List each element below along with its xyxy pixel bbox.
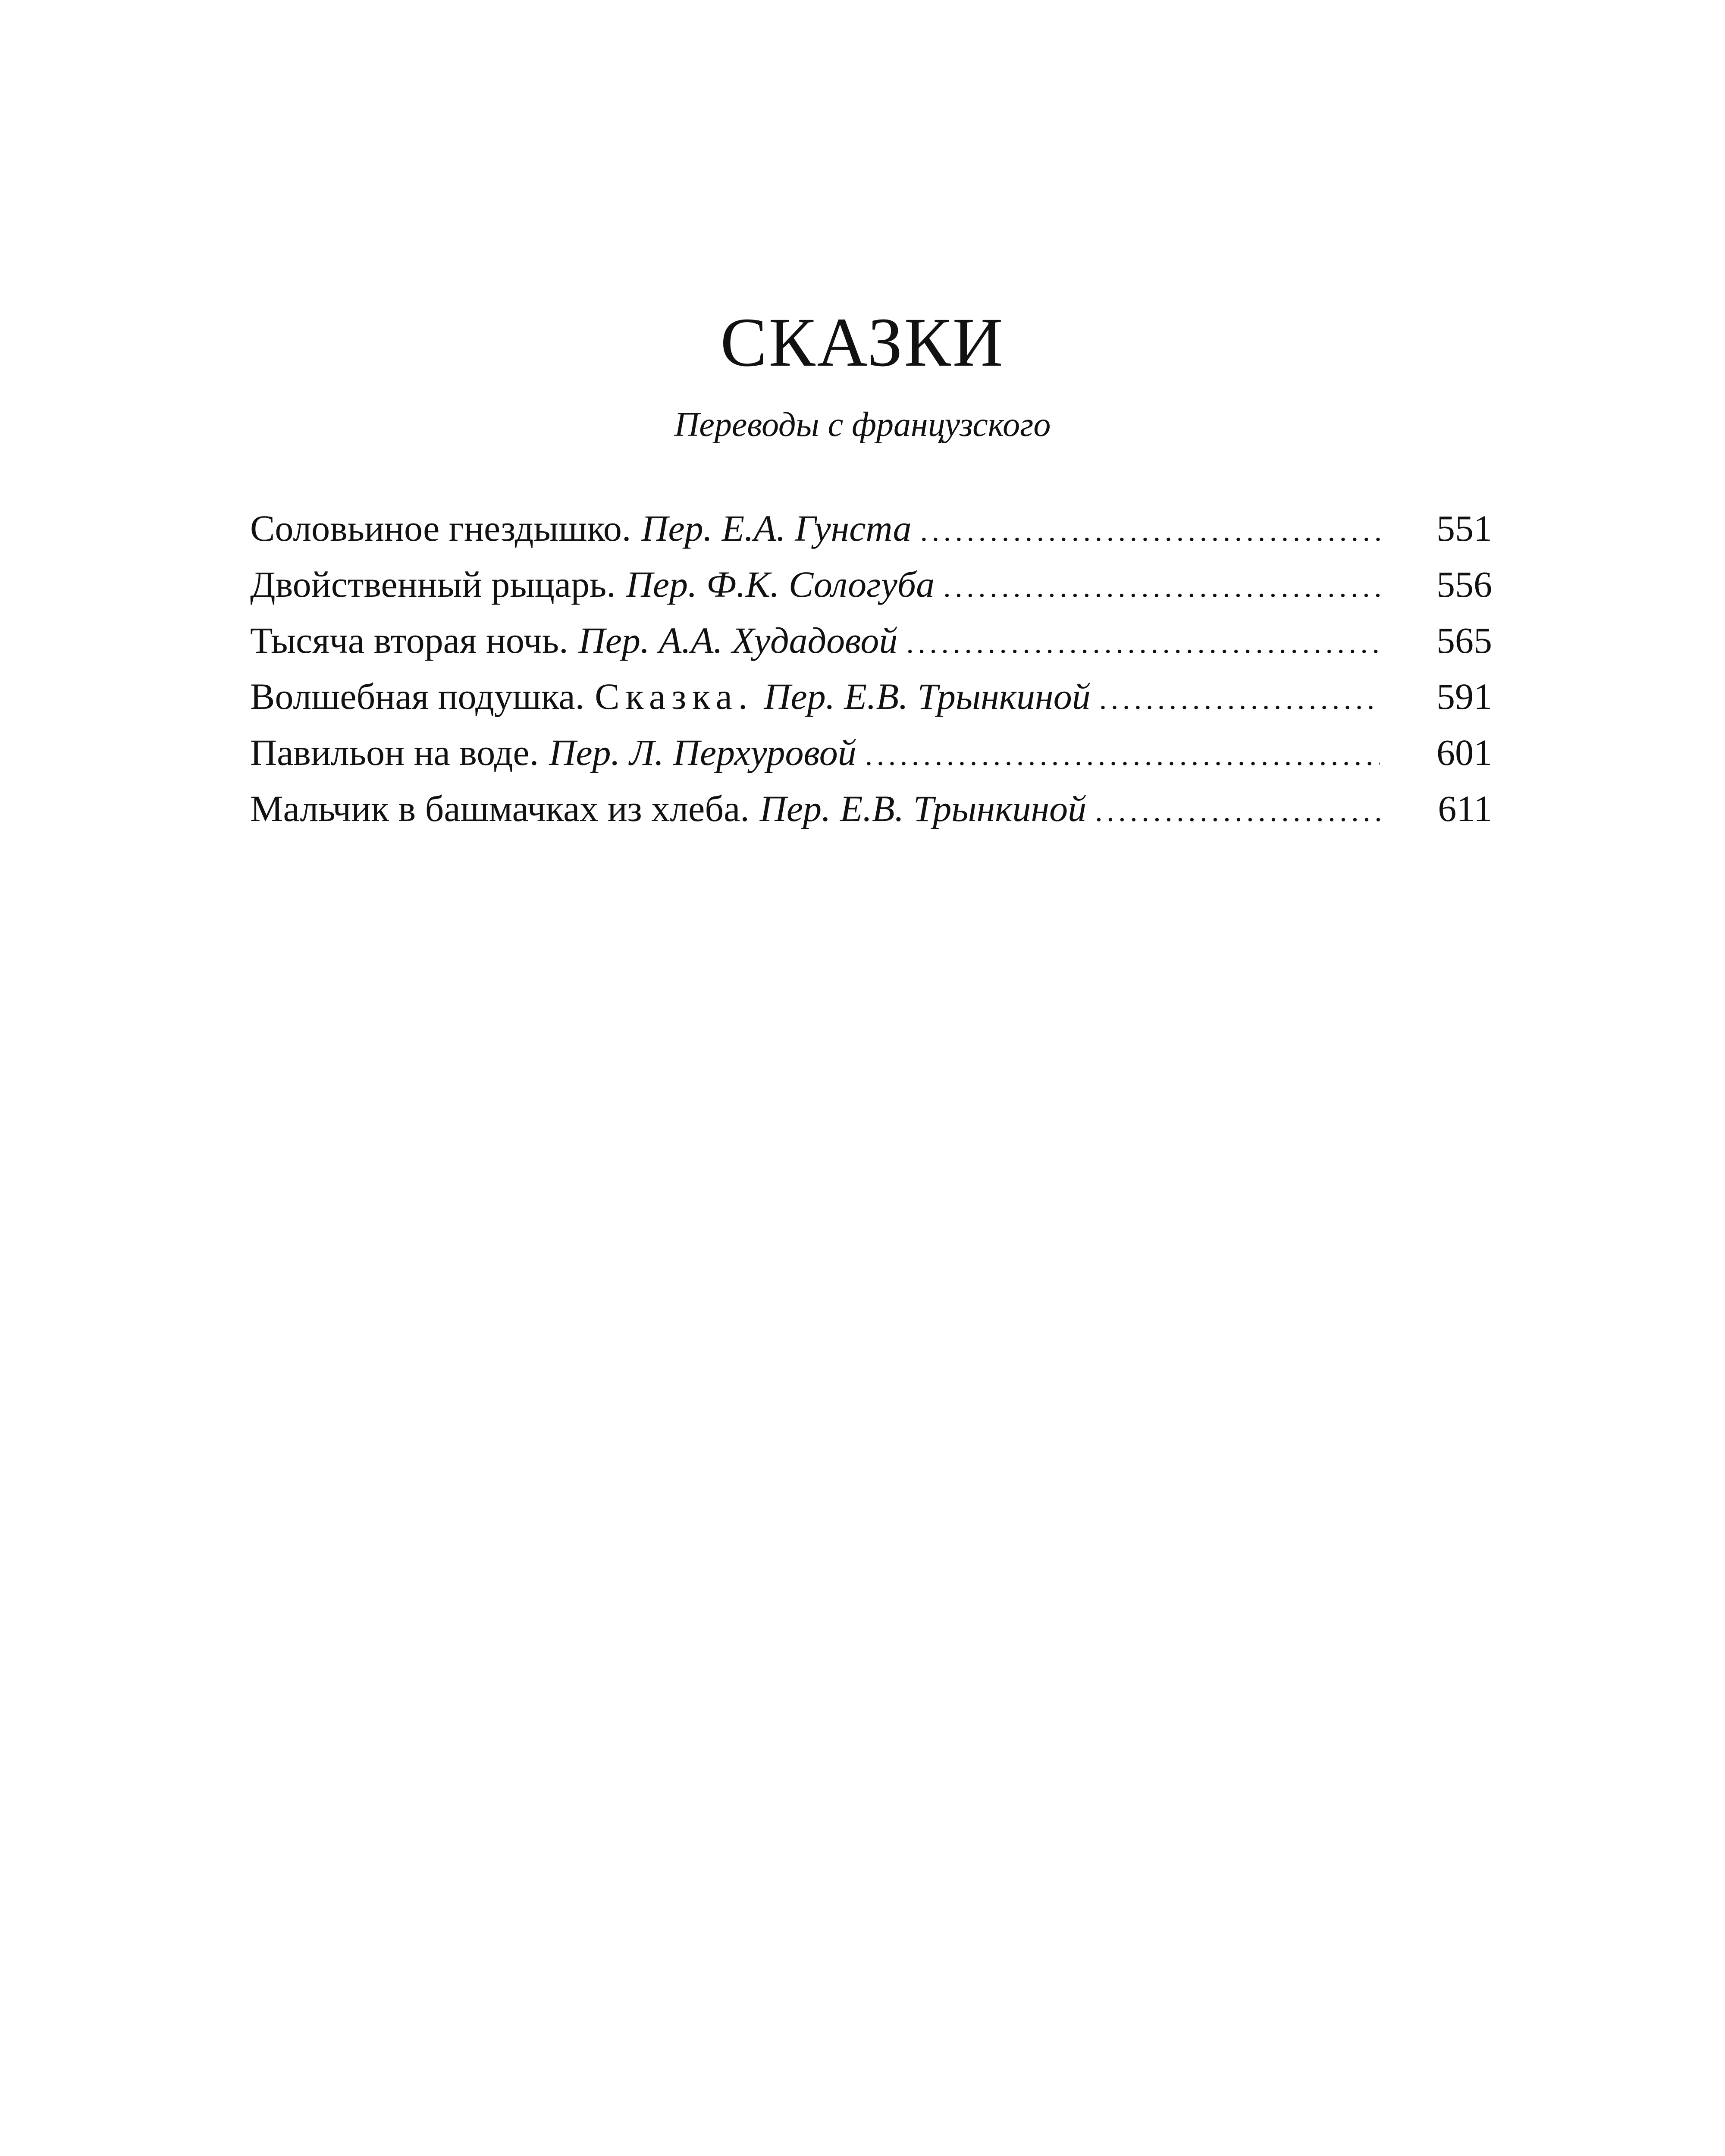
toc-entry-text (250, 500, 1380, 559)
toc-entry-text (250, 780, 1380, 840)
dot-leader (920, 503, 1380, 559)
toc-entry-text (250, 612, 1380, 671)
toc-entry-page: 551 (1436, 508, 1492, 549)
toc-entry-title: Павильон на воде. (250, 732, 539, 773)
toc-entry-translator: Пер. Е.А. Гунста (641, 508, 912, 549)
toc-entry-title: Мальчик в башмачках из хлеба. (250, 788, 750, 829)
toc-entry (250, 612, 1492, 668)
toc-entry (250, 668, 1492, 724)
toc-entry-title: Волшебная подушка. (250, 676, 585, 717)
toc-entry-title: Тысяча вторая ночь. (250, 620, 568, 661)
dot-leader (906, 615, 1380, 671)
toc-entry-translator: Пер. А.А. Худадовой (578, 620, 898, 661)
toc-entry (250, 724, 1492, 780)
dot-leader (865, 727, 1380, 783)
toc-entry-page: 601 (1436, 732, 1492, 773)
toc-entry-translator: Пер. Ф.К. Сологуба (626, 564, 935, 605)
toc-entry-text (250, 668, 1380, 727)
dot-leader (943, 559, 1380, 615)
toc-entry-page: 565 (1436, 620, 1492, 661)
toc-entry (250, 556, 1492, 612)
toc-entry-translator: Пер. Л. Перхуровой (549, 732, 856, 773)
toc-entry-genre: Сказка. (595, 676, 754, 717)
toc-entry-title: Соловьиное гнездышко. (250, 508, 631, 549)
toc-entry-page: 556 (1436, 564, 1492, 605)
toc-entry-translator: Пер. Е.В. Трынкиной (764, 676, 1091, 717)
toc-entry-text (250, 724, 1380, 783)
dot-leader (1099, 671, 1380, 727)
toc-entry-translator: Пер. Е.В. Трынкиной (759, 788, 1087, 829)
section-subtitle: Переводы с французского (674, 406, 1051, 444)
toc-entry (250, 500, 1492, 556)
toc-entry (250, 780, 1492, 837)
section-title: СКАЗКИ (720, 304, 1005, 381)
toc-entry-page: 611 (1438, 788, 1492, 829)
toc-entry-text (250, 556, 1380, 615)
toc-entry-page: 591 (1436, 676, 1492, 717)
dot-leader (1095, 783, 1380, 840)
toc-entry-title: Двойственный рыцарь. (250, 564, 616, 605)
table-of-contents (250, 500, 1492, 837)
